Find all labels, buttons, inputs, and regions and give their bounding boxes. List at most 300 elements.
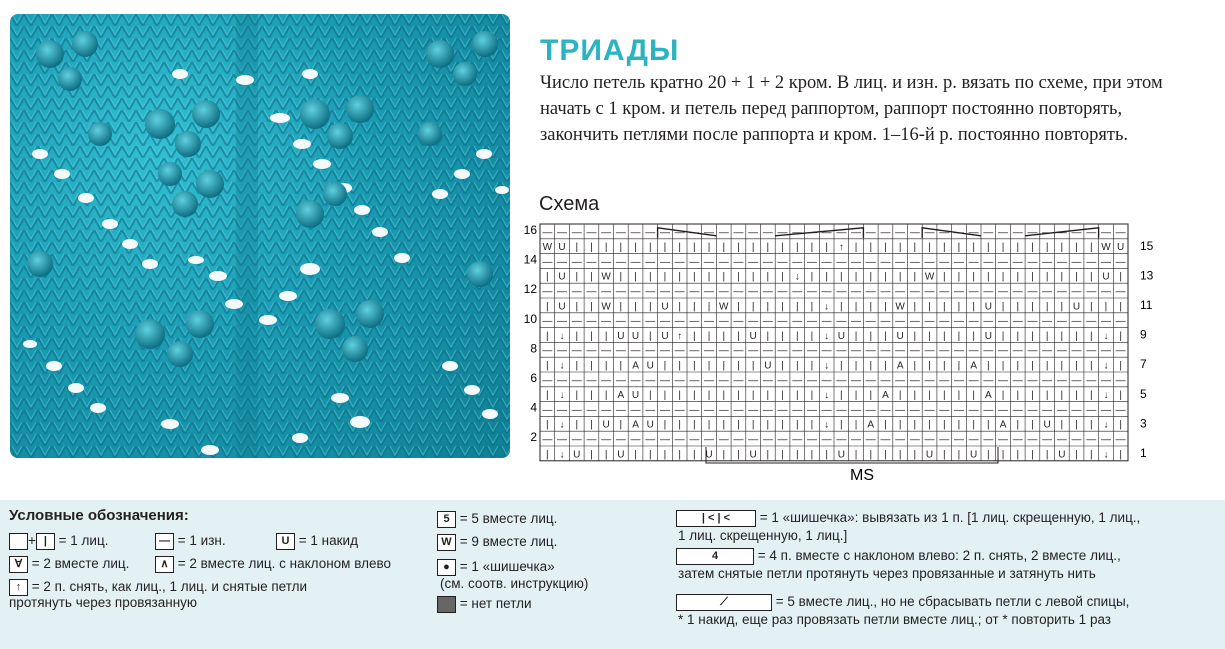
chart-cell-symbol: — <box>674 375 685 387</box>
chart-cell-symbol: | <box>884 242 887 254</box>
chart-cell-symbol: U <box>1102 271 1110 283</box>
right-row-number: 1 <box>1140 446 1147 460</box>
chart-cell-symbol: — <box>1071 227 1082 239</box>
chart-cell-symbol: — <box>821 316 832 328</box>
chart-cell-symbol: | <box>1060 360 1064 372</box>
chart-cell-symbol: — <box>748 375 759 387</box>
chart-cell-symbol: — <box>1012 286 1023 298</box>
chart-cell-symbol: | <box>722 271 726 283</box>
chart-cell-symbol: — <box>630 256 641 268</box>
chart-cell-symbol: — <box>968 227 979 239</box>
chart-cell-symbol: — <box>983 404 994 416</box>
chart-cell-symbol: | <box>957 449 961 461</box>
chart-cell-symbol: | <box>854 419 858 431</box>
chart-cell-symbol: — <box>998 375 1009 387</box>
chart-cell-symbol: — <box>586 316 597 328</box>
chart-cell-symbol: — <box>1115 404 1126 416</box>
chart-cell-symbol: | <box>604 360 608 372</box>
chart-grid <box>540 224 1128 461</box>
chart-cell-symbol: — <box>1115 345 1126 357</box>
chart-cell-symbol: | <box>1045 301 1049 313</box>
chart-cell-symbol: | <box>693 330 696 342</box>
left-row-number: 2 <box>530 430 537 445</box>
chart-cell-symbol: — <box>571 434 582 446</box>
chart-cell-symbol: | <box>972 390 975 402</box>
chart-cell-symbol: — <box>557 286 568 298</box>
chart-cell-symbol: — <box>601 316 612 328</box>
chart-cell-symbol: — <box>792 316 803 328</box>
chart-cell-symbol: — <box>615 434 626 446</box>
chart-cell-symbol: — <box>851 286 862 298</box>
chart-cell-symbol: — <box>998 345 1009 357</box>
chart-cell-symbol: — <box>836 286 847 298</box>
chart-cell-symbol: | <box>928 360 931 372</box>
chart-cell-symbol: U <box>1043 419 1051 431</box>
left-row-number: 12 <box>523 282 537 297</box>
chart-cell-symbol: — <box>939 345 950 357</box>
chart-cell-symbol: — <box>571 286 582 298</box>
chart-cell-symbol: — <box>851 316 862 328</box>
chart-cell-symbol: | <box>722 360 726 372</box>
chart-cell-symbol: | <box>1001 360 1005 372</box>
chart-cell-symbol: — <box>557 375 568 387</box>
chart-cell-symbol: W <box>542 242 553 254</box>
chart-cell-symbol: | <box>810 301 814 313</box>
chart-cell-symbol: | <box>928 390 931 402</box>
chart-cell-symbol: — <box>983 375 994 387</box>
chart-cell-symbol: — <box>542 404 553 416</box>
chart-cell-symbol: U <box>646 419 654 431</box>
chart-cell-symbol: — <box>998 256 1009 268</box>
chart-cell-symbol: — <box>615 375 626 387</box>
chart-cell-symbol: | <box>825 449 828 461</box>
chart-cell-symbol: | <box>1104 301 1108 313</box>
chart-cell-symbol: U <box>837 330 845 342</box>
chart-cell-symbol: | <box>546 301 549 313</box>
chart-cell-symbol: | <box>663 242 667 254</box>
chart-cell-symbol: ↓ <box>1103 360 1109 372</box>
chart-cell-symbol: — <box>659 316 670 328</box>
chart-cell-symbol: — <box>880 434 891 446</box>
chart-cell-symbol: | <box>648 242 652 254</box>
chart-cell-symbol: | <box>781 449 784 461</box>
chart-cell-symbol: | <box>751 301 755 313</box>
chart-cell-symbol: | <box>604 449 608 461</box>
chart-cell-symbol: — <box>718 345 729 357</box>
chart-cell-symbol: U <box>631 330 640 342</box>
left-row-number: 4 <box>530 400 537 415</box>
chart-cell-symbol: | <box>781 390 784 402</box>
chart-cell-symbol: — <box>777 256 788 268</box>
chart-cell-symbol: — <box>645 345 656 357</box>
chart-cell-symbol: — <box>762 256 773 268</box>
chart-cell-symbol: | <box>987 242 990 254</box>
chart-cell-symbol: — <box>880 316 891 328</box>
chart-cell-symbol: | <box>869 330 873 342</box>
legend-sk2p-text-1: = 2 п. снять, как лиц., 1 лиц. и снятые петли <box>31 579 308 595</box>
chart-cell-symbol: | <box>1089 330 1093 342</box>
chart-cell-symbol: — <box>659 286 670 298</box>
chart-cell-symbol: | <box>1075 330 1078 342</box>
right-row-number: 7 <box>1140 357 1147 372</box>
chart-cell-symbol: — <box>1042 256 1053 268</box>
chart-cell-symbol: — <box>1100 227 1111 239</box>
chart-cell-symbol: — <box>953 227 964 239</box>
chart-cell-symbol: | <box>840 360 843 372</box>
legend-dec4 <box>676 548 1121 565</box>
chart-cell-symbol: — <box>806 286 817 298</box>
chart-cell-symbol: | <box>751 390 755 402</box>
chart-cell-symbol: | <box>942 419 946 431</box>
chart-cell-symbol: — <box>1056 375 1067 387</box>
blank-cell-icon <box>9 533 28 550</box>
legend-dec4-2: затем снятые петли протянуть через провязанные и затянуть нить <box>678 566 1096 581</box>
legend-bobble-ext-text: = 1 «шишечка»: вывязать из 1 п. [1 лиц. скрещенную, 1 лиц., <box>759 510 1141 526</box>
chart-cell-symbol: — <box>792 404 803 416</box>
chart-cell-symbol: | <box>678 419 681 431</box>
chart-cell-symbol: | <box>795 301 799 313</box>
chart-cell-symbol: W <box>719 301 729 313</box>
chart-cell-symbol: | <box>825 242 828 254</box>
chart-cell-symbol: | <box>825 271 828 283</box>
chart-cell-symbol: — <box>953 404 964 416</box>
chart-cell-symbol: — <box>1086 404 1097 416</box>
chart-cell-symbol: — <box>1042 286 1053 298</box>
chart-cell-symbol: — <box>718 404 729 416</box>
chart-cell-symbol: | <box>913 330 917 342</box>
chart-cell-symbol: — <box>851 375 862 387</box>
chart-cell-symbol: | <box>942 449 946 461</box>
chart-cell-symbol: | <box>737 360 740 372</box>
chart-cell-symbol: — <box>586 434 597 446</box>
chart-cell-symbol: — <box>851 434 862 446</box>
chart-cell-symbol: | <box>619 242 623 254</box>
chart-cell-symbol: | <box>1060 390 1064 402</box>
chart-cell-symbol: — <box>924 227 935 239</box>
chart-cell-symbol: — <box>983 345 994 357</box>
chart-cell-symbol: ↓ <box>824 419 830 431</box>
chart-cell-symbol: — <box>630 227 641 239</box>
chart-cell-symbol: — <box>1027 434 1038 446</box>
legend-sk2p <box>9 579 307 596</box>
chart-cell-symbol: W <box>924 271 935 283</box>
chart-cell-symbol: — <box>1027 256 1038 268</box>
chart-cell-symbol: — <box>939 286 950 298</box>
chart-cell-symbol: — <box>895 404 906 416</box>
chart-cell-symbol: — <box>748 256 759 268</box>
chart-cell-symbol: | <box>737 242 740 254</box>
chart-cell-symbol: | <box>840 390 843 402</box>
chart-cell-symbol: | <box>957 360 961 372</box>
chart-cell-symbol: | <box>795 330 799 342</box>
chart-cell-symbol: — <box>865 286 876 298</box>
chart-cell-symbol: U <box>617 330 625 342</box>
chart-cell-symbol: — <box>806 345 817 357</box>
chart-cell-symbol: — <box>1056 404 1067 416</box>
chart-cell-symbol: — <box>1056 227 1067 239</box>
legend-no-stitch-text: = нет петли <box>459 596 532 612</box>
chart-cell-symbol: | <box>942 330 946 342</box>
chart-cell-symbol: — <box>659 256 670 268</box>
chart-cell-symbol: | <box>810 271 814 283</box>
right-row-numbers <box>1140 239 1154 460</box>
chart-cell-symbol: | <box>707 360 711 372</box>
right-row-number: 11 <box>1140 298 1153 312</box>
chart-cell-symbol: — <box>542 227 553 239</box>
chart-cell-symbol: | <box>942 271 946 283</box>
chart-cell-symbol: — <box>836 345 847 357</box>
chart-cell-symbol: — <box>704 227 715 239</box>
chart-cell-symbol: — <box>939 404 950 416</box>
chart-cell-symbol: U <box>970 449 978 461</box>
chart-cell-symbol: — <box>733 316 744 328</box>
knit-texture <box>10 14 510 458</box>
chart-cell-symbol: | <box>942 360 946 372</box>
chart-cell-symbol: — <box>939 256 950 268</box>
chart-cell-symbol: — <box>909 227 920 239</box>
chart-cell-symbol: | <box>737 271 740 283</box>
chart-cell-symbol: | <box>972 301 975 313</box>
chart-cell-symbol: | <box>1031 330 1034 342</box>
chart-cell-symbol: | <box>869 271 873 283</box>
chart-cell-symbol: | <box>1060 242 1064 254</box>
chart-cell-symbol: — <box>659 375 670 387</box>
chart-cell-symbol: — <box>792 286 803 298</box>
chart-cell-symbol: — <box>601 345 612 357</box>
chart-cell-symbol: — <box>762 316 773 328</box>
k5-keep-icon: ⟋ <box>676 594 772 611</box>
chart-cell-symbol: | <box>575 390 579 402</box>
chart-cell-symbol: — <box>1012 434 1023 446</box>
k9tog-icon: W <box>437 534 456 551</box>
chart-cell-symbol: | <box>1001 301 1005 313</box>
chart-cell-symbol: — <box>924 375 935 387</box>
chart-cell-symbol: — <box>1100 375 1111 387</box>
legend-panel <box>0 500 1225 649</box>
chart-cell-symbol: — <box>571 375 582 387</box>
chart-cell-symbol: ↓ <box>1103 419 1109 431</box>
chart-cell-symbol: ↓ <box>824 390 830 402</box>
chart-cell-symbol: — <box>733 227 744 239</box>
chart-cell-symbol: — <box>1012 227 1023 239</box>
chart-cell-symbol: | <box>1031 301 1034 313</box>
chart-cell-symbol: — <box>924 316 935 328</box>
legend-k2tog-left-text: = 2 вместе лиц. с наклоном влево <box>177 556 391 572</box>
chart-cell-symbol: | <box>957 271 961 283</box>
chart-cell-symbol: | <box>707 271 711 283</box>
legend-yarn-over-text: = 1 накид <box>298 533 358 549</box>
chart-cell-symbol: | <box>795 449 799 461</box>
chart-cell-symbol: | <box>928 419 931 431</box>
legend-heading: Условные обозначения: <box>9 507 189 524</box>
chart-cell-symbol: W <box>895 301 905 313</box>
chart-cell-symbol: | <box>1119 419 1122 431</box>
chart-cell-symbol: | <box>840 271 843 283</box>
chart-cell-symbol: | <box>1045 242 1049 254</box>
chart-cell-symbol: | <box>678 242 681 254</box>
chart-cell-symbol: — <box>806 316 817 328</box>
chart-cell-symbol: ↓ <box>1103 449 1109 461</box>
chart-cell-symbol: | <box>840 301 843 313</box>
chart-cell-symbol: | <box>590 449 593 461</box>
chart-cell-symbol: ↓ <box>559 330 565 342</box>
chart-cell-symbol: — <box>1086 345 1097 357</box>
legend-knit <box>9 533 108 550</box>
chart-cell-symbol: | <box>590 419 593 431</box>
chart-cell-symbol: | <box>737 301 740 313</box>
chart-cell-symbol: — <box>968 375 979 387</box>
pattern-description <box>540 70 1220 148</box>
chart-cell-symbol: | <box>678 390 681 402</box>
chart-cell-symbol: | <box>781 419 784 431</box>
chart-cell-symbol: — <box>1042 345 1053 357</box>
chart-cell-symbol: | <box>1060 330 1064 342</box>
chart-cell-symbol: | <box>1001 271 1005 283</box>
chart-cell-symbol: A <box>617 390 625 402</box>
chart-cell-symbol: U <box>573 449 581 461</box>
chart-cell-symbol: U <box>1117 242 1125 254</box>
chart-cell-symbol: | <box>1119 271 1122 283</box>
chart-cell-symbol: U <box>631 390 640 402</box>
chart-cell-symbol: — <box>836 375 847 387</box>
chart-cell-symbol: | <box>795 360 799 372</box>
chart-cell-symbol: — <box>821 286 832 298</box>
chart-cell-symbol: ↑ <box>838 242 844 254</box>
chart-cell-symbol: — <box>1056 286 1067 298</box>
chart-cell-symbol: — <box>851 256 862 268</box>
chart-cell-symbol: | <box>663 449 667 461</box>
chart-cell-symbol: ↓ <box>1103 330 1109 342</box>
chart-cell-symbol: — <box>586 286 597 298</box>
chart-cell-symbol: — <box>557 256 568 268</box>
chart-cell-symbol: | <box>810 360 814 372</box>
chart-cell-symbol: | <box>634 271 637 283</box>
chart-cell-symbol: — <box>968 404 979 416</box>
chart-cell-symbol: — <box>777 434 788 446</box>
chart-cell-symbol: | <box>1075 271 1078 283</box>
chart-cell-symbol: | <box>663 271 667 283</box>
chart-cell-symbol: ↓ <box>559 360 565 372</box>
chart-cell-symbol: | <box>884 330 887 342</box>
chart-cell-symbol: | <box>928 301 931 313</box>
chart-cell-symbol: — <box>983 256 994 268</box>
description-line: закончить петлями после раппорта и кром. 1–16-й р. постоянно повторять. <box>540 125 1129 145</box>
right-row-number: 13 <box>1140 268 1154 283</box>
chart-cell-symbol: | <box>1031 271 1034 283</box>
chart-cell-symbol: — <box>1071 286 1082 298</box>
no-stitch-icon <box>437 596 456 613</box>
chart-cell-symbol: | <box>795 419 799 431</box>
chart-cell-symbol: — <box>674 434 685 446</box>
chart-cell-symbol: — <box>542 316 553 328</box>
chart-cell-symbol: | <box>693 242 696 254</box>
chart-cell-symbol: — <box>557 316 568 328</box>
legend-purl <box>155 533 226 550</box>
chart-cell-symbol: | <box>1060 419 1064 431</box>
knitting-sample-photo <box>10 14 510 458</box>
legend-k5-keep-text: = 5 вместе лиц., но не сбрасывать петли с левой спицы, <box>775 594 1130 610</box>
chart-cell-symbol: | <box>663 390 667 402</box>
chart-cell-symbol: — <box>998 434 1009 446</box>
chart-cell-symbol: | <box>928 330 931 342</box>
chart-cell-symbol: — <box>851 227 862 239</box>
chart-cell-symbol: | <box>1016 360 1020 372</box>
chart-cell-symbol: U <box>558 301 566 313</box>
chart-cell-symbol: — <box>571 345 582 357</box>
chart-cell-symbol: — <box>880 345 891 357</box>
chart-cell-symbol: | <box>722 242 726 254</box>
chart-cell-symbol: | <box>1060 301 1064 313</box>
right-row-number: 15 <box>1140 238 1154 253</box>
chart-cell-symbol: U <box>837 449 845 461</box>
chart-cell-symbol: — <box>968 286 979 298</box>
chart-cell-symbol: — <box>1086 316 1097 328</box>
chart-cell-symbol: — <box>615 227 626 239</box>
chart-cell-symbol: — <box>586 404 597 416</box>
left-row-number: 10 <box>523 311 537 326</box>
chart-cell-symbol: — <box>601 404 612 416</box>
chart-cell-symbol: — <box>748 316 759 328</box>
chart-cell-symbol: U <box>617 449 625 461</box>
chart-cell-symbol: — <box>806 375 817 387</box>
chart-cell-symbol: — <box>1115 434 1126 446</box>
chart-cell-symbol: | <box>854 360 858 372</box>
chart-cell-symbol: | <box>707 390 711 402</box>
chart-cell-symbol: — <box>733 375 744 387</box>
chart-cell-symbol: U <box>749 449 757 461</box>
chart-cell-symbol: — <box>777 286 788 298</box>
chart-cell-symbol: — <box>851 404 862 416</box>
chart-cell-symbol: | <box>634 301 637 313</box>
chart-cell-symbol: U <box>896 330 904 342</box>
chart-cell-symbol: — <box>895 375 906 387</box>
chart-cell-symbol: — <box>718 375 729 387</box>
chart-cell-symbol: | <box>1075 449 1078 461</box>
chart-cell-symbol: ↑ <box>677 330 683 342</box>
chart-cell-symbol: | <box>869 390 873 402</box>
chart-cell-symbol: — <box>1012 375 1023 387</box>
chart-cell-symbol: — <box>1100 345 1111 357</box>
chart-cell-symbol: — <box>1100 286 1111 298</box>
chart-cell-symbol: | <box>781 360 784 372</box>
chart-cell-symbol: U <box>661 301 669 313</box>
chart-cell-symbol: | <box>884 301 887 313</box>
chart-cell-symbol: | <box>1089 449 1093 461</box>
chart-cell-symbol: | <box>546 360 549 372</box>
chart-cell-symbol: | <box>1001 330 1005 342</box>
chart-cell-symbol: | <box>1016 330 1020 342</box>
chart-cell-symbol: — <box>718 316 729 328</box>
chart-cell-symbol: — <box>1042 375 1053 387</box>
chart-cell-symbol: — <box>689 316 700 328</box>
chart-cell-symbol: — <box>880 256 891 268</box>
chart-cell-symbol: — <box>704 404 715 416</box>
chart-cell-symbol: | <box>590 360 593 372</box>
chart-cell-symbol: — <box>718 434 729 446</box>
chart-cell-symbol: | <box>1089 360 1093 372</box>
chart-cell-symbol: U <box>1058 449 1066 461</box>
chart-cell-symbol: — <box>733 434 744 446</box>
chart-cell-symbol: — <box>571 227 582 239</box>
chart-cell-symbol: A <box>867 419 875 431</box>
chart-cell-symbol: | <box>884 449 887 461</box>
chart-cell-symbol: | <box>546 419 549 431</box>
chart-cell-symbol: — <box>542 256 553 268</box>
chart-cell-symbol: — <box>865 256 876 268</box>
chart-cell-symbol: — <box>806 434 817 446</box>
chart-cell-symbol: | <box>1045 360 1049 372</box>
chart-cell-symbol: | <box>913 242 917 254</box>
